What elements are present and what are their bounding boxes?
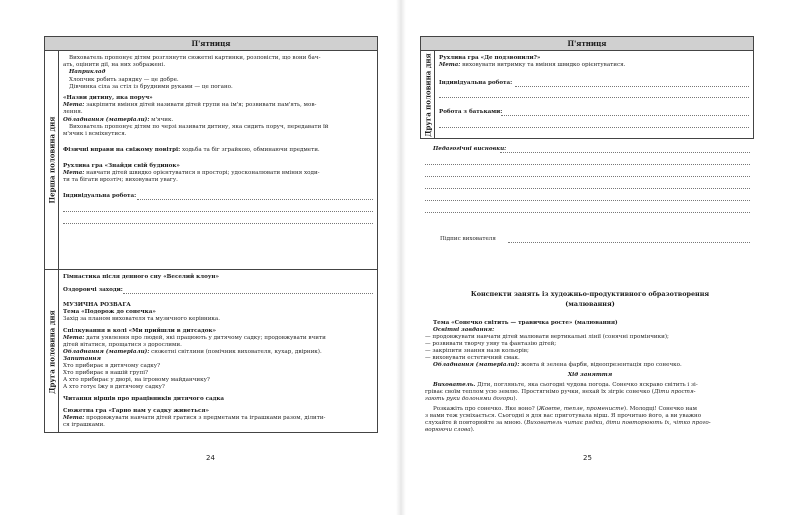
paragraph-line: Розкажіть про сонечко. Яке воно? (Жовте, тепле, променисте). Молодці! Сонечко нам [433,406,697,412]
task-item: — закріпити знання назв кольорів; [425,348,529,354]
lesson-course-heading: Хід заняття [567,372,613,378]
text-line: Вихователь пропонує дітям розглянути сюжетні картинки, розповісти, що вони бач- [69,55,321,61]
fill-in-line [425,176,750,177]
fill-in-line [63,211,373,212]
paragraph-line: з вами теж усміхається. Сьогодні я для вас приготувала вірш. Я прочитаю його, а ви уважно [425,413,702,419]
field-label: Індивідуальна робота: [439,80,513,86]
task-item: — продовжувати навчати дітей малювати вертикальні лінії (сонячні промінчики); [425,334,669,340]
fill-in-line [63,223,373,224]
text-line: Хто прибирає в нашій групі? [63,370,148,376]
side-label-cell [45,270,59,433]
text-line: ти та бігати врозтіч; виховувати увагу. [63,177,178,183]
text-line: А хто прибирає у дворі, на ігровому майданчику? [63,377,210,383]
text-line: Мета: дати уявлення про людей, які працюють у дитячому садку; продовжувати вчити [63,335,326,341]
subheading: Наприклад [69,69,106,75]
page-number: 25 [583,454,592,462]
fill-in-line [137,199,373,200]
section-content [439,51,749,138]
equipment-line: Обладнання (матеріали): жовта й зелена фарби, відеопрезентація про сонечко. [433,362,682,368]
activity-title: Читання віршів про працівників дитячого садка [63,396,225,402]
game-title: Сюжетна гра «Гарно нам у садку живеться» [63,408,210,414]
text-line: Обладнання (матеріали): сюжетні світлини (помічник вихователя, кухар, двірник). [63,349,322,355]
side-label-cell [45,51,59,269]
text-line: Дівчинка сіла за стіл із брудними руками — це погано. [69,84,233,90]
paragraph-line: гають руки долонями догори). [425,396,518,402]
fill-in-line [425,188,750,189]
friday-plan-table-left [44,36,378,433]
fill-in-line [123,293,373,294]
fill-in-line [425,212,750,213]
game-title: Рухлива гра «Де подзвонили?» [439,55,541,61]
section-title-sub: (малювання) [565,300,615,308]
activity-title: МУЗИЧНА РОЗВАГА [63,302,131,308]
game-title: «Назви дитину, яка поруч» [63,95,153,101]
paragraph-line: ворюючи слова). [425,427,475,433]
text-line: А хто готує їжу в дитячому садку? [63,384,165,390]
section-content [63,270,373,433]
text-line: Мета: навчати дітей швидко орієнтуватися в просторі; удосконалювати вміння ходи- [63,170,320,176]
field-label: Індивідуальна робота: [63,193,137,199]
text-line: Вихователь пропонує дітям по черзі називати дитину, яка сидить поруч, передавати їй [69,124,329,130]
section-label: Друга половина дня [423,52,432,137]
fill-in-line [500,152,750,153]
theme-line: Тема «Подорож до сонечка» [63,309,156,315]
text-line: ать, оцінити дії, на них зображені. [63,62,166,68]
text-line: лення. [63,109,83,115]
field-label: Робота з батьками: [439,109,503,115]
text-line: дітей вітатися, прощатися з дорослими. [63,342,182,348]
signature-line [508,242,750,243]
text-line: Мета: продовжувати навчати дітей гратися з предметами та іграшками разом, ділити- [63,415,326,421]
text-line: Обладнання (матеріали): м'ячик. [63,117,174,123]
section-label: Друга половина дня [47,309,56,394]
text-line: Мета: виховувати витримку та вміння швидко орієнтуватися. [439,62,626,68]
fill-in-line [439,97,749,98]
text-line: м'ячик і всміхнутися. [63,131,127,137]
fill-in-line [501,115,749,116]
section-content [63,51,373,269]
text-line: Хлопчик робить зарядку — це добре. [69,77,179,83]
first-half-section [45,51,377,269]
friday-plan-table-right [420,36,754,139]
text-line: Мета: закріпити вміння дітей називати дітей групи на ім'я; розвивати пам'ять, мов- [63,102,317,108]
paragraph-line: Вихователь. Діти, погляньте, яка сьогодні чудова погода. Сонечко яскраво світить і зі- [433,382,698,388]
text-line: ся іграшками. [63,422,105,428]
task-item: — виховувати естетичний смак. [425,355,520,361]
paragraph-line: слухайте й повторюйте за мною. (Вихователь читає рядки, діти повторюють їх, чітко прого- [425,420,711,426]
signature-label: Підпис вихователя [440,236,496,242]
text-line: Захід за планом вихователя та музичного керівника. [63,316,221,322]
task-item: — розвивати творчу уяву та фантазію дітей; [425,341,557,347]
table-header: П'ятниця [421,37,753,51]
side-label-cell [421,51,435,138]
lesson-theme: Тема «Сонечко світить — травичка росте» (малювання) [433,320,618,326]
subheading: Запитання [63,356,101,362]
fill-in-line [425,200,750,201]
text-line: Хто прибирає в дитячому садку? [63,363,161,369]
book-gutter [396,0,406,515]
second-half-section [45,269,377,433]
game-title: Рухлива гра «Знайди свій будинок» [63,163,180,169]
fill-in-line [425,164,750,165]
fill-in-line [439,127,749,128]
conclusions-label: Педагогічні висновки: [433,146,507,152]
paragraph-line: гріває своїм теплом усю землю. Простягнімо ручки, нехай їх зігріє сонечко (Діти простя- [425,389,696,395]
text-line: Фізичні вправи на свіжому повітрі: ходьба та біг зграйкою, обминаючи предмети. [63,147,320,153]
activity-title: Спілкування в колі «Ми прийшли в дитсадок» [63,328,216,334]
tasks-heading: Освітні завдання: [433,327,495,333]
activity-title: Гімнастика після денного сну «Веселий клоун» [63,274,220,280]
field-label: Оздоровчі заходи: [63,287,123,293]
table-header: П'ятниця [45,37,377,51]
section-label: Перша половина дня [47,116,56,204]
fill-in-line [515,86,749,87]
page-number: 24 [206,454,215,462]
section-title: Конспекти занять із художньо-продуктивного образотворення [470,290,710,298]
